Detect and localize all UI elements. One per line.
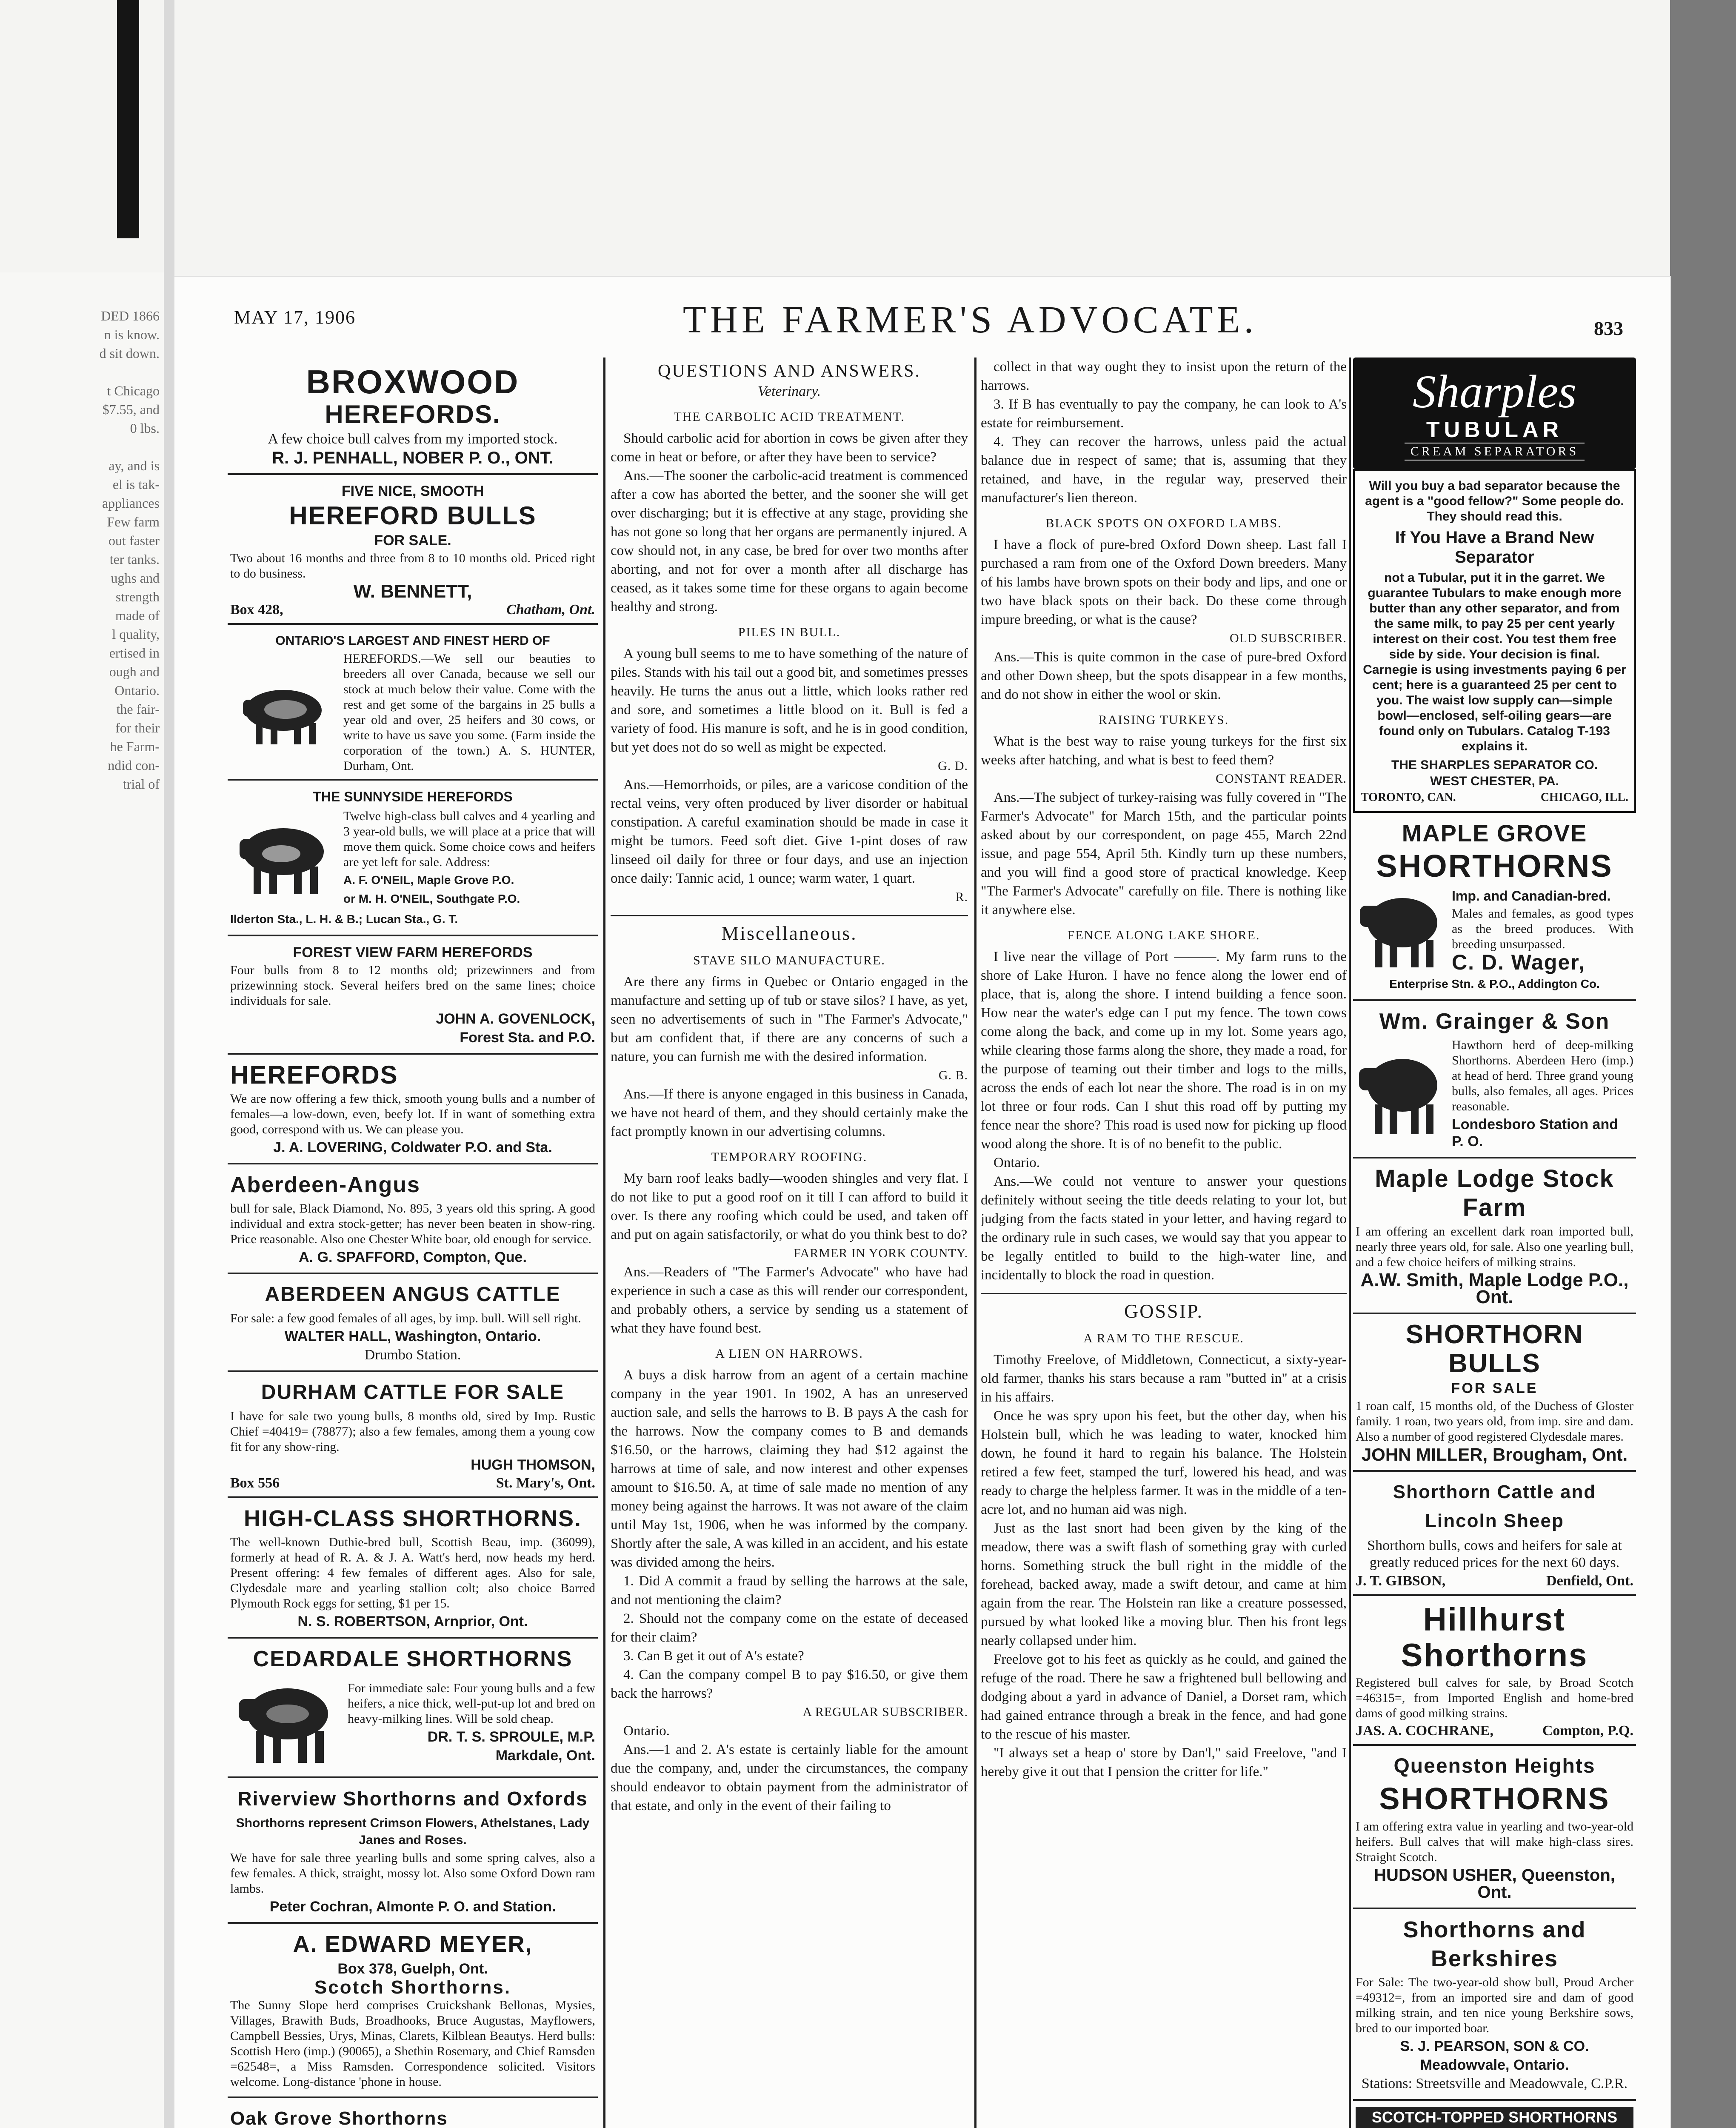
article: [611, 775, 968, 907]
ad-grainger-son: [1353, 1001, 1636, 1158]
ad-cedardale-shorthorns: [228, 1639, 598, 1778]
ad-title: Shorthorn Cattle and Lincoln Sheep: [1393, 1482, 1596, 1531]
article-paragraph: Ans.—Hemorrhoids, or piles, are a varicose condition of the rectal veins, very often produced by liver disorder or habitual constipation. A careful examination should be made in case it might be tumors. Feed soft diet. Give 1-pint doses of raw linseed oil daily for three or four days, and use an injection once daily: Tannic acid, 1 ounce; warm water, 1 quart.: [611, 777, 968, 886]
ad-content: [1356, 1036, 1633, 1152]
cattle-illustration: [1356, 884, 1445, 974]
ad-sunnyside-herefords: [228, 781, 598, 936]
ad-place: Markdale, Ont.: [495, 1748, 595, 1764]
ad-title: HEREFORD BULLS: [289, 501, 537, 530]
article-heading: TEMPORARY ROOFING.: [711, 1150, 868, 1164]
ad-content: [230, 807, 595, 909]
ad-body: For Sale: The two-year-old show bull, Proud Archer =49312=, from an imported sire and dam of good milking strain, and ten nice young Berkshire sows, bred to our imported boar.: [1356, 1975, 1633, 2035]
ad-place: Londesboro Station and P. O.: [1452, 1116, 1618, 1150]
ad-title: Shorthorns and Berkshires: [1403, 1917, 1586, 1971]
ad-name: J. T. GIBSON,: [1356, 1573, 1446, 1589]
gossip-paragraph: Once he was spry upon his feet, but the other day, when his Holstein bull, which he was leading to water, knocked him down, he found it hard to regain his balance. The Holstein retired a few feet, stamped the turf, lowered his head, and was ready to charge the helpless farmer. It was in the middle of a ten-acre lot, and no human aid was nigh.: [981, 1408, 1347, 1517]
previous-page-line: ter tanks.: [109, 552, 160, 567]
previous-page-line: 0 lbs.: [130, 420, 160, 436]
sharples-heading: If You Have a Brand New Separator: [1395, 528, 1594, 566]
previous-page-line: for their: [115, 720, 160, 735]
ad-place: Chatham, Ont.: [506, 602, 595, 618]
ad-hillhurst-shorthorns: [1353, 1596, 1636, 1746]
gossip-paragraph: "I always set a heap o' store by Dan'l," said Freelove, "and I hereby give it out that I pension the critter for life.": [981, 1745, 1347, 1779]
ad-title: Maple Lodge Stock Farm: [1375, 1165, 1614, 1221]
ad-subtitle: Shorthorns represent Crimson Flowers, Athelstanes, Lady Janes and Roses.: [236, 1816, 590, 1847]
previous-page-line: d sit down.: [99, 346, 160, 361]
ad-text: [348, 1679, 595, 1766]
ad-hereford-bulls: [228, 475, 598, 625]
article: [611, 408, 968, 616]
article-heading: A LIEN ON HARROWS.: [715, 1347, 863, 1361]
continued-articles: [981, 358, 1347, 1284]
article: [611, 1263, 968, 1338]
previous-page-fragment: [0, 272, 164, 2128]
article-paragraph: Ans.—If there is anyone engaged in this business in Canada, we have not heard of them, and they should certainly make the fact promptly known in our advertising columns.: [611, 1087, 968, 1139]
ad-body: The Sunny Slope herd comprises Cruickshank Bellonas, Mysies, Villages, Brawith Buds, Broadhooks, Bruce Augustas, Mayflowers, Campbell Bessies, Urys, Minas, Clarets, Kilblean Beautys. Herd bulls: Scottish Hero (imp.) (90065), a Shethin Rosemary, and Chief Ramsden =62548=, a Miss Ramsden. Correspondence solicited. Visitors welcome. Long-distance 'phone in house.: [230, 1998, 595, 2089]
ad-name: W. BENNETT,: [353, 581, 472, 602]
ad-scotch-topped-shorthorns: [1353, 2101, 1636, 2128]
article-paragraph: 3. If B has eventually to pay the company, he can look to A's estate for reimbursement.: [981, 397, 1347, 431]
article-paragraph: I have a flock of pure-bred Oxford Down sheep. Last fall I purchased a ram from one of the Oxford Down breeders. Many of his lambs have brown spots on their body and lips, and one or two have black spots on their back. Do these come through impure breeding, or what is the cause?: [981, 537, 1347, 627]
article-paragraph: Ans.—We could not venture to answer your questions definitely without seeing the title deeds relating to your lot, but judging from the facts stated in your letter, and having regard to the ordinary rule in such cases, we would say that you appear to be legally entitled to build to the high-water line, and incidentally to block the road in question.: [981, 1174, 1347, 1283]
article: [981, 711, 1347, 788]
article-paragraph: Ans.—1 and 2. A's estate is certainly liable for the amount due the company, and, under the circumstances, the company should endeavor to obtain payment from the administrator of that estate, and only in the event of their failing to: [611, 1742, 968, 1813]
article-signature: A REGULAR SUBSCRIBER.: [802, 1705, 968, 1719]
ad-name: HUGH THOMSON,: [471, 1457, 595, 1473]
ad-title: HIGH-CLASS SHORTHORNS.: [243, 1506, 582, 1531]
article: [611, 1344, 968, 1740]
gossip-article-heading: A RAM TO THE RESCUE.: [1083, 1331, 1244, 1345]
previous-page-line: n is know.: [104, 327, 160, 342]
previous-page-line: el is tak-: [112, 477, 160, 492]
gossip-article: [981, 1350, 1347, 1781]
sharples-city-chicago: CHICAGO, ILL.: [1540, 791, 1628, 804]
ad-content: [1356, 884, 1633, 974]
article-heading: STAVE SILO MANUFACTURE.: [693, 953, 885, 967]
gossip-paragraph: Just as the last snort had been given by the king of the meadow, there was a swift flash of something gray with curled horns. Something struck the bull right in the middle of the forehead, backed away, made a swift detour, and came at him again from the rear. The Holstein ran like a creature possessed, pursued by what looked like a moving blur. Then his front legs nearly collapsed under him.: [981, 1521, 1347, 1648]
previous-page-line: appliances: [102, 495, 160, 511]
sharples-ad-body: [1353, 469, 1636, 813]
sharples-body: not a Tubular, put it in the garret. We guarantee Tubulars to make enough more butter than any other separator, and from the same milk, to pay 25 per cent yearly interest on their cost. You test them free side by side. Your decision is final. Carnegie is using investments paying 6 per cent; here is a guaranteed 25 per cent to you. The waist low supply can—simple bowl—enclosed, self-oiling gears—are found only on Tubulars. Catalog T-193 explains it.: [1363, 571, 1626, 753]
article: [981, 358, 1347, 507]
ad-subtitle: HEREFORDS.: [325, 400, 501, 429]
ad-body: We are now offering a few thick, smooth young bulls and a number of females—a low-down, even, beefy lot. If in want of something extra good, correspond with us. We can please you.: [230, 1092, 595, 1136]
ad-aberdeen-angus-cattle: [228, 1274, 598, 1372]
ad-body: I have for sale two young bulls, 8 months old, sired by Imp. Rustic Chief =40419= (78877); also a few females, among them a young cow fit for any show-ring.: [230, 1409, 595, 1454]
ad-station: Drumbo Station.: [364, 1347, 461, 1363]
previous-page-line: the fair-: [116, 701, 160, 717]
article-paragraph: Ans.—This is quite common in the case of pure-bred Oxford and other Down sheep, but the spots disappear in a few months, and do not show in either the wool or skin.: [981, 649, 1347, 702]
ad-address: [230, 602, 595, 618]
sharples-brand: Sharples: [1413, 366, 1576, 418]
gossip-paragraph: Timothy Freelove, of Middletown, Connecticut, a sixty-year-old farmer, thanks his stars because a ram "butted in" at a crisis in his affairs.: [981, 1352, 1347, 1405]
ad-body: Two about 16 months and three from 8 to 10 months old. Priced right to do business.: [230, 551, 595, 581]
questions-continued-column: [981, 358, 1347, 1781]
ad-body: Registered bull calves for sale, by Broad Scotch =46315=, from Imported English and home-bred dams of good milking strains.: [1356, 1676, 1633, 1720]
previous-page-line: ay, and is: [108, 458, 160, 473]
article-paragraph: 4. Can the company compel B to pay $16.50, or give them back the harrows?: [611, 1667, 968, 1701]
ad-heading: FOREST VIEW FARM HEREFORDS: [293, 944, 533, 961]
previous-page-line: ertised in: [109, 645, 160, 661]
ad-title: SHORTHORN BULLS: [1405, 1320, 1584, 1378]
ad-signature: R. J. PENHALL, NOBER P. O., ONT.: [272, 449, 554, 467]
ad-title: BROXWOOD: [306, 363, 520, 400]
ad-heading: ONTARIO'S LARGEST AND FINEST HERD OF: [275, 634, 550, 648]
article: [611, 1085, 968, 1141]
article-paragraph: 1. Did A commit a fraud by selling the harrows at the sale, and not mentioning the claim?: [611, 1573, 968, 1607]
previous-page-line: he Farm-: [110, 739, 160, 754]
article-paragraph: 3. Can B get it out of A's estate?: [623, 1648, 804, 1664]
ad-signature: JOHN MILLER, Brougham, Ont.: [1361, 1444, 1628, 1464]
ad-title: MAPLE GROVE: [1402, 820, 1588, 847]
previous-page-line: out faster: [108, 533, 160, 548]
sharples-tubular: TUBULAR: [1426, 418, 1563, 442]
ad-body: Hawthorn herd of deep-milking Shorthorns. Aberdeen Hero (imp.) at head of herd. Three grand young bulls, also females, all ages. Prices reasonable.: [1452, 1038, 1633, 1113]
ad-body: Twelve high-class bull calves and 4 yearling and 3 year-old bulls, we will place at a price that will move them quick. Some choice cows and heifers are yet left for sale. Address:: [343, 809, 595, 869]
issue-date: MAY 17, 1906: [234, 307, 356, 328]
column-rule: [974, 358, 976, 2128]
ad-name: S. J. PEARSON, SON & CO.: [1400, 2038, 1589, 2054]
previous-page-line: Few farm: [107, 514, 160, 529]
ad-heading: THE SUNNYSIDE HEREFORDS: [313, 789, 513, 804]
ad-title: CEDARDALE SHORTHORNS: [253, 1647, 573, 1671]
previous-page-line: l quality,: [112, 626, 160, 642]
cattle-illustration: [230, 676, 337, 749]
miscellaneous-heading: Miscellaneous.: [611, 915, 968, 943]
ad-text: [1452, 1036, 1633, 1152]
article-signature: OLD SUBSCRIBER.: [1229, 631, 1347, 645]
ad-tagline: Imp. and Canadian-bred.: [1452, 888, 1611, 904]
article-heading: THE CARBOLIC ACID TREATMENT.: [674, 410, 905, 424]
ad-body: A few choice bull calves from my imported stock.: [268, 431, 558, 447]
ad-title: Oak Grove Shorthorns: [230, 2108, 448, 2128]
ad-place: Forest Sta. and P.O.: [460, 1030, 595, 1046]
ad-name: C. D. Wager,: [1452, 950, 1585, 974]
article-paragraph: Should carbolic acid for abortion in cows be given after they come in heat or before, or after they have been to service?: [611, 431, 968, 465]
sharples-lead: Will you buy a bad separator because the agent is a "good fellow?" Some people do. They should read this.: [1365, 479, 1624, 523]
previous-page-line: trial of: [123, 776, 160, 792]
cattle-illustration: [230, 1673, 341, 1771]
ad-title: Riverview Shorthorns and Oxfords: [237, 1788, 588, 1810]
ad-place: Meadowvale, Ontario.: [1420, 2057, 1569, 2073]
ad-text: [1452, 886, 1633, 972]
ad-riverview-shorthorns: [228, 1778, 598, 1924]
ad-maple-grove-shorthorns: [1353, 813, 1636, 1001]
ad-durham-cattle: [228, 1372, 598, 1498]
page-number: 833: [1594, 317, 1623, 339]
ad-name: JAS. A. COCHRANE,: [1356, 1723, 1493, 1739]
previous-page-line: ughs and: [111, 570, 160, 586]
article-place: Ontario.: [994, 1155, 1040, 1170]
ad-subtitle: SHORTHORNS: [1376, 848, 1613, 884]
questions-answers-column: [611, 358, 968, 1815]
page-gutter: [164, 0, 174, 2128]
sharples-ad-banner: [1353, 358, 1636, 469]
sharples-city-toronto: TORONTO, CAN.: [1361, 791, 1456, 804]
article-heading: PILES IN BULL.: [738, 625, 841, 639]
ad-broxwood-herefords: [228, 358, 598, 475]
cattle-illustration: [230, 815, 337, 901]
masthead-title: THE FARMER'S ADVOCATE.: [682, 299, 1258, 341]
binding-spine: [117, 0, 139, 238]
newspaper-page: [174, 277, 1670, 2128]
ad-address-1: A. F. O'NEIL, Maple Grove P.O.: [343, 873, 514, 887]
ad-body: The well-known Duthie-bred bull, Scottish Beau, imp. (36099), formerly at head of R. A. & J. A. Watt's herd, now heads my herd. Present offering: 4 few females of different ages. Also for sale, Clydesdale mare and yearling stallion colt; also choice Barred Plymouth Rock eggs for setting, $1 per 15.: [230, 1535, 595, 1610]
ad-box: Box 428,: [230, 602, 283, 618]
article-paragraph: collect in that way ought they to insist upon the return of the harrows.: [981, 359, 1347, 393]
scanner-edge: [1670, 0, 1736, 2128]
article-paragraph: Ans.—The subject of turkey-raising was fully covered in "The Farmer's Advocate" for March 15th, and the particular points asked about by our correspondent, on page 455, March 22nd issue, and page 554, April 5th. Kindly turn up these numbers, and you will find a good store of practical knowledge. Keep "The Farmer's Advocate" carefully on file. There is nothing like it anywhere else.: [981, 790, 1347, 918]
ad-high-class-shorthorns: [228, 1498, 598, 1639]
ad-address: [1356, 1723, 1633, 1739]
ad-place: Denfield, Ont.: [1546, 1573, 1633, 1589]
ad-place: St. Mary's, Ont.: [496, 1475, 595, 1491]
ad-herefords-coldwater: [228, 1055, 598, 1164]
article-paragraph: Ans.—The sooner the carbolic-acid treatment is commenced after a cow has aborted the better, and the sooner she will get over discharging; but it is effective at any stage, providing she has not gone so long that her organs are permanently injured. A cow should not, in any case, be bred for over two months after aborting, and not for over a month after all discharge has ceased, as it takes some time for these organs to again become healthy and strong.: [611, 468, 968, 615]
gossip-paragraph: Freelove got to his feet as quickly as he could, and gained the refuge of the road. There he saw a frightened bull bellowing and dodging about a yard in advance of Daniel, a Dorset ram, which had gained entrance through a break in the fence, and had gone to the rescue of his master.: [981, 1652, 1347, 1742]
article: [611, 951, 968, 1085]
article: [981, 788, 1347, 919]
sharples-city: WEST CHESTER, PA.: [1430, 774, 1559, 788]
article-place: Ontario.: [623, 1723, 670, 1739]
previous-page-line: [100, 438, 160, 456]
article: [611, 623, 968, 775]
ad-address: [1356, 1573, 1633, 1589]
ad-box: Box 378, Guelph, Ont.: [337, 1961, 488, 1977]
ad-body: We have for sale three yearling bulls and some spring calves, also a few females. A thick, straight, mossy lot. Also some Oxford Down ram lambs.: [230, 1851, 595, 1896]
article: [981, 1172, 1347, 1284]
article-signature: R.: [955, 890, 968, 904]
previous-page-line: ndid con-: [108, 758, 160, 773]
section-heading: QUESTIONS AND ANSWERS.: [658, 361, 921, 381]
article: [611, 1148, 968, 1263]
ad-address: [230, 1475, 595, 1491]
article-signature: G. D.: [938, 759, 968, 773]
ad-shorthorn-bulls: [1353, 1314, 1636, 1472]
article: [981, 926, 1347, 1172]
section-subheading: Veterinary.: [757, 383, 821, 399]
previous-page-line: t Chicago: [107, 383, 160, 398]
article-heading: RAISING TURKEYS.: [1098, 713, 1229, 727]
ad-title: A. EDWARD MEYER,: [293, 1931, 533, 1957]
ad-body: For immediate sale: Four young bulls and a few heifers, a nice thick, well-put-up lot and bred on heavy-milking lines. Will be sold cheap.: [348, 1681, 595, 1726]
article-paragraph: What is the best way to raise young turkeys for the first six weeks after hatching, and what is best to feed them?: [981, 734, 1347, 768]
ad-text: [343, 807, 595, 909]
ad-body: bull for sale, Black Diamond, No. 895, 3 years old this spring. A good individual and extra stock-getter; has never been beaten in show-ring. Price reasonable. Also one Chester White boar, old enough for service.: [230, 1201, 595, 1246]
ad-shorthorn-lincoln: [1353, 1472, 1636, 1596]
ad-title: Hillhurst Shorthorns: [1401, 1602, 1588, 1673]
ad-content: [230, 1673, 595, 1771]
article: [981, 648, 1347, 704]
sharples-cities: [1361, 790, 1628, 805]
ad-shorthorns-berkshires: [1353, 1909, 1636, 2101]
miscellaneous-articles: [611, 951, 968, 1815]
article-signature: G. B.: [938, 1068, 968, 1082]
ad-signature: WALTER HALL, Washington, Ontario.: [284, 1328, 541, 1344]
ad-body: HEREFORDS.—We sell our beauties to breeders all over Canada, because we sell our stock at much below their value. Come with the rest and get some of the bargains in 25 bulls a year old and over, 25 heifers and 30 cows, or write to have us save you some. (Farm inside the corporation of the town.) A. S. HUNTER, Durham, Ont.: [343, 652, 595, 773]
ad-subtitle: FOR SALE: [1451, 1380, 1538, 1396]
previous-page-line: made of: [115, 608, 160, 623]
right-advertisements-column: [1353, 358, 1636, 2128]
previous-page-line: DED 1866: [101, 308, 160, 323]
ad-pretitle: FIVE NICE, SMOOTH: [341, 483, 484, 499]
ad-aberdeen-angus-bull: [228, 1164, 598, 1274]
ad-place: Enterprise Stn. & P.O., Addington Co.: [1389, 977, 1600, 990]
ad-oak-grove-shorthorns: [228, 2098, 598, 2128]
ad-body: For sale: a few good females of all ages, by imp. bull. Will sell right.: [230, 1311, 581, 1325]
ad-title: HEREFORDS: [230, 1061, 398, 1089]
ad-body: Four bulls from 8 to 12 months old; prizewinners and from prizewinning stock. Several heifers bred on the same lines; choice individuals for sale.: [230, 963, 595, 1008]
ad-body: I am offering extra value in yearling and two-year-old heifers. Bull calves that will make high-class sires. Straight Scotch.: [1356, 1819, 1633, 1864]
ad-stations: Ilderton Sta., L. H. & B.; Lucan Sta., G. T.: [230, 912, 458, 926]
previous-page-line: ough and: [109, 664, 160, 679]
previous-page-text: [100, 306, 160, 793]
ad-subtitle: FOR SALE.: [374, 532, 451, 549]
ad-title: DURHAM CATTLE FOR SALE: [261, 1381, 565, 1404]
ad-body: Shorthorn bulls, cows and heifers for sale at greatly reduced prices for the next 60 days.: [1367, 1538, 1622, 1570]
ad-signature: A.W. Smith, Maple Lodge P.O., Ont.: [1360, 1270, 1629, 1307]
previous-page-line: [100, 363, 160, 381]
ad-signature: DR. T. S. SPROULE, M.P.: [427, 1729, 595, 1745]
ad-name: JOHN A. GOVENLOCK,: [436, 1011, 595, 1027]
ad-body: 1 roan calf, 15 months old, of the Duchess of Gloster family. 1 roan, two years old, from imp. sire and dam. Also a number of good registered Clydesdale mares.: [1356, 1399, 1633, 1444]
ad-signature: HUDSON USHER, Queenston, Ont.: [1374, 1866, 1615, 1902]
ad-forest-view-herefords: [228, 936, 598, 1055]
ad-ontario-largest-herefords: [228, 625, 598, 781]
column-rule: [603, 358, 605, 2128]
ad-title: Queenston Heights: [1393, 1755, 1596, 1777]
ad-maple-lodge-stock-farm: [1353, 1158, 1636, 1314]
article-paragraph: Are there any firms in Quebec or Ontario engaged in the manufacture and setting up of tub or stave silos? I have, as yet, seen no advertisements of such in "The Farmer's Advocate," but am confident that, if there are any concerns of such a nature, you can furnish me with the desired information.: [611, 974, 968, 1064]
article-heading: FENCE ALONG LAKE SHORE.: [1067, 928, 1260, 942]
sharples-cream: CREAM SEPARATORS: [1405, 443, 1585, 460]
article-paragraph: My barn roof leaks badly—wooden shingles and very flat. I do not like to put a good roof on it till I can afford to build it over. Is there any roofing which could be used, and taken off and put on again satisfactorily, or what do you think best to do?: [611, 1171, 968, 1242]
ad-body: Males and females, as good types as the breed produces. With breeding unsurpassed.: [1452, 907, 1633, 951]
article: [981, 514, 1347, 648]
article-paragraph: I live near the village of Port ———. My farm runs to the shore of Lake Huron. I have no fence along the lower end of place, that is, along the shore. I intend building a fence soon. How near the water's edge can I put my fence. The town cows come along the back, and come up in my lot. Some years ago, while clearing those farms along the shore, they made a road, for the purpose of teaming out their timber and logs to the mills, across the ends of each lot near the shore. The road is in on my lot three or four rods. Can I shut this road off by putting my fence near the shore? This road is used now for picking up flood wood along the shore. It is of no benefit to the public.: [981, 949, 1347, 1152]
article-heading: BLACK SPOTS ON OXFORD LAMBS.: [1045, 516, 1282, 530]
ad-title: SCOTCH-TOPPED SHORTHORNS: [1356, 2107, 1633, 2128]
article-signature: CONSTANT READER.: [1215, 772, 1347, 786]
ad-title: Aberdeen-Angus: [230, 1173, 420, 1197]
article-paragraph: 4. They can recover the harrows, unless paid the actual balance due in respect of same; that is, assuming that they retained, and have, in the regular way, preserved their manufacturer's lien thereon.: [981, 434, 1347, 506]
ad-title: Wm. Grainger & Son: [1379, 1009, 1610, 1034]
left-advertisements-column: [228, 358, 598, 2128]
article: [611, 1740, 968, 1815]
ad-signature: J. A. LOVERING, Coldwater P.O. and Sta.: [273, 1139, 552, 1156]
ad-queenston-heights: [1353, 1746, 1636, 1909]
veterinary-articles: [611, 408, 968, 907]
column-rule: [1349, 358, 1351, 2128]
previous-page-line: $7.55, and: [102, 402, 160, 417]
article-paragraph: A young bull seems to me to have something of the nature of piles. Stands with his tail out a good bit, and sometimes presses heavily. He turns the anus out a little, which looks rather red and sore, and sometimes a little blood on it. Bull is fed a variety of food. His manure is soft, and he is in good condition, but yet does not do so well as might be expected.: [611, 646, 968, 755]
ad-content: [230, 651, 595, 774]
ad-signature: A. G. SPAFFORD, Compton, Que.: [299, 1249, 527, 1265]
article-paragraph: 2. Should not the company come on the estate of deceased for their claim?: [611, 1611, 968, 1645]
article-paragraph: Ans.—Readers of "The Farmer's Advocate" who have had experience in such a case as this will render our correspondent, and probably others, a service by sending us a statement of what they have found best.: [611, 1264, 968, 1336]
ad-title: ABERDEEN ANGUS CATTLE: [265, 1283, 561, 1306]
previous-page-line: Ontario.: [114, 683, 160, 698]
sharples-company: THE SHARPLES SEPARATOR CO.: [1391, 758, 1598, 772]
ad-box: Box 556: [230, 1475, 280, 1491]
ad-body: I am offering an excellent dark roan imported bull, nearly three years old, for sale. Also one yearling bull, and a few choice heifers of milking strains.: [1356, 1224, 1633, 1269]
ad-address-2: or M. H. O'NEIL, Southgate P.O.: [343, 892, 520, 905]
cattle-illustration: [1356, 1045, 1445, 1143]
ad-place: Compton, P.Q.: [1542, 1723, 1633, 1739]
gossip-heading: GOSSIP.: [981, 1293, 1347, 1321]
ad-stations: Stations: Streetsville and Meadowvale, C.P.R.: [1361, 2076, 1628, 2091]
ad-subtitle: SHORTHORNS: [1379, 1782, 1610, 1816]
article-paragraph: A buys a disk harrow from an agent of a certain machine company in the year 1901. In 1902, A has an unreserved auction sale, and sells the harrows to B. B pays A the cash for the harrows. Now the company comes to B and demands $16.50, or the harrows, claiming they had $12 against the harrows at time of sale, and now interest and other expenses amount to $16.50. A, at time of sale made no mention of any money being against the harrows. It was not aware of the claim until May 1st, 1906, when he was informed by the company. Shortly after the sale, A was killed in an accident, and his estate was divided among the heirs.: [611, 1367, 968, 1570]
ad-signature: N. S. ROBERTSON, Arnprior, Ont.: [297, 1613, 528, 1630]
ad-edward-meyer: [228, 1924, 598, 2098]
ad-signature: Peter Cochran, Almonte P. O. and Station.: [269, 1899, 556, 1915]
previous-page-line: strength: [115, 589, 160, 604]
article-signature: FARMER IN YORK COUNTY.: [794, 1246, 968, 1260]
ad-subtitle: Scotch Shorthorns.: [314, 1977, 511, 1998]
